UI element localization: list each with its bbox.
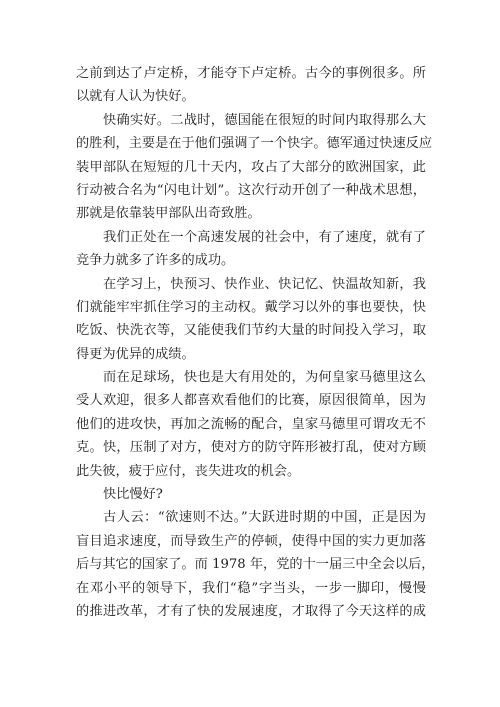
text-line: 那就是依靠装甲部队出奇致胜。 xyxy=(76,206,261,222)
text-line: 的推进改革，才有了快的发展速度，才取得了今天这样的成 xyxy=(76,603,426,619)
text-line: 此失彼，疲于应付，丧失进攻的机会。 xyxy=(76,463,301,479)
text-line: 吃饭、快洗衣等，又能使我们节约大量的时间投入学习，取 xyxy=(76,323,426,339)
text-line: 快比慢好? xyxy=(103,487,163,503)
text-line: 的胜利，主要是在于他们强调了一个快字。德军通过快速反应 xyxy=(76,136,433,152)
text-line: 盲目追求速度，而导致生产的停顿，使得中国的实力更加落 xyxy=(76,533,426,549)
document-body xyxy=(76,62,435,623)
text-line: 他们的进攻快，再加之流畅的配合，皇家马德里可谓攻无不 xyxy=(76,416,426,432)
text-line: 我们正处在一个高速发展的社会中，有了速度，就有了 xyxy=(103,229,426,245)
text-line: 们就能牢牢抓住学习的主动权。戴学习以外的事也要快，快 xyxy=(76,299,426,315)
text-line: 在学习上，快预习、快作业、快记忆、快温故知新，我 xyxy=(103,276,426,292)
text-line: 得更为优异的成绩。 xyxy=(76,346,195,362)
text-line: 之前到达了卢定桥，才能夺下卢定桥。古今的事例很多。所 xyxy=(76,66,426,81)
text-line: 古人云：“欲速则不达。”大跃进时期的中国，正是因为 xyxy=(103,510,426,526)
text-line: 快确实好。二战时，德国能在很短的时间内取得那么大 xyxy=(103,112,426,128)
text-line: 受人欢迎，很多人都喜欢看他们的比赛，原因很简单，因为 xyxy=(76,393,426,409)
text-line: 后与其它的国家了。而 1978 年，党的十一届三中全会以后， xyxy=(76,557,435,573)
text-line: 而在足球场，快也是大有用处的，为何皇家马德里这么 xyxy=(103,370,426,386)
text-line: 行动被合名为“闪电计划”。这次行动开创了一种战术思想， xyxy=(76,182,426,198)
text-line: 在邓小平的领导下，我们“稳”字当头，一步一脚印，慢慢 xyxy=(76,580,426,596)
text-line: 装甲部队在短短的几十天内，攻占了大部分的欧洲国家，此 xyxy=(76,159,426,175)
text-line: 克。快，压制了对方，使对方的防守阵形被打乱，使对方顾 xyxy=(76,440,426,456)
text-line: 以就有人认为快好。 xyxy=(76,89,195,105)
text-line: 竞争力就多了许多的成功。 xyxy=(76,253,235,269)
